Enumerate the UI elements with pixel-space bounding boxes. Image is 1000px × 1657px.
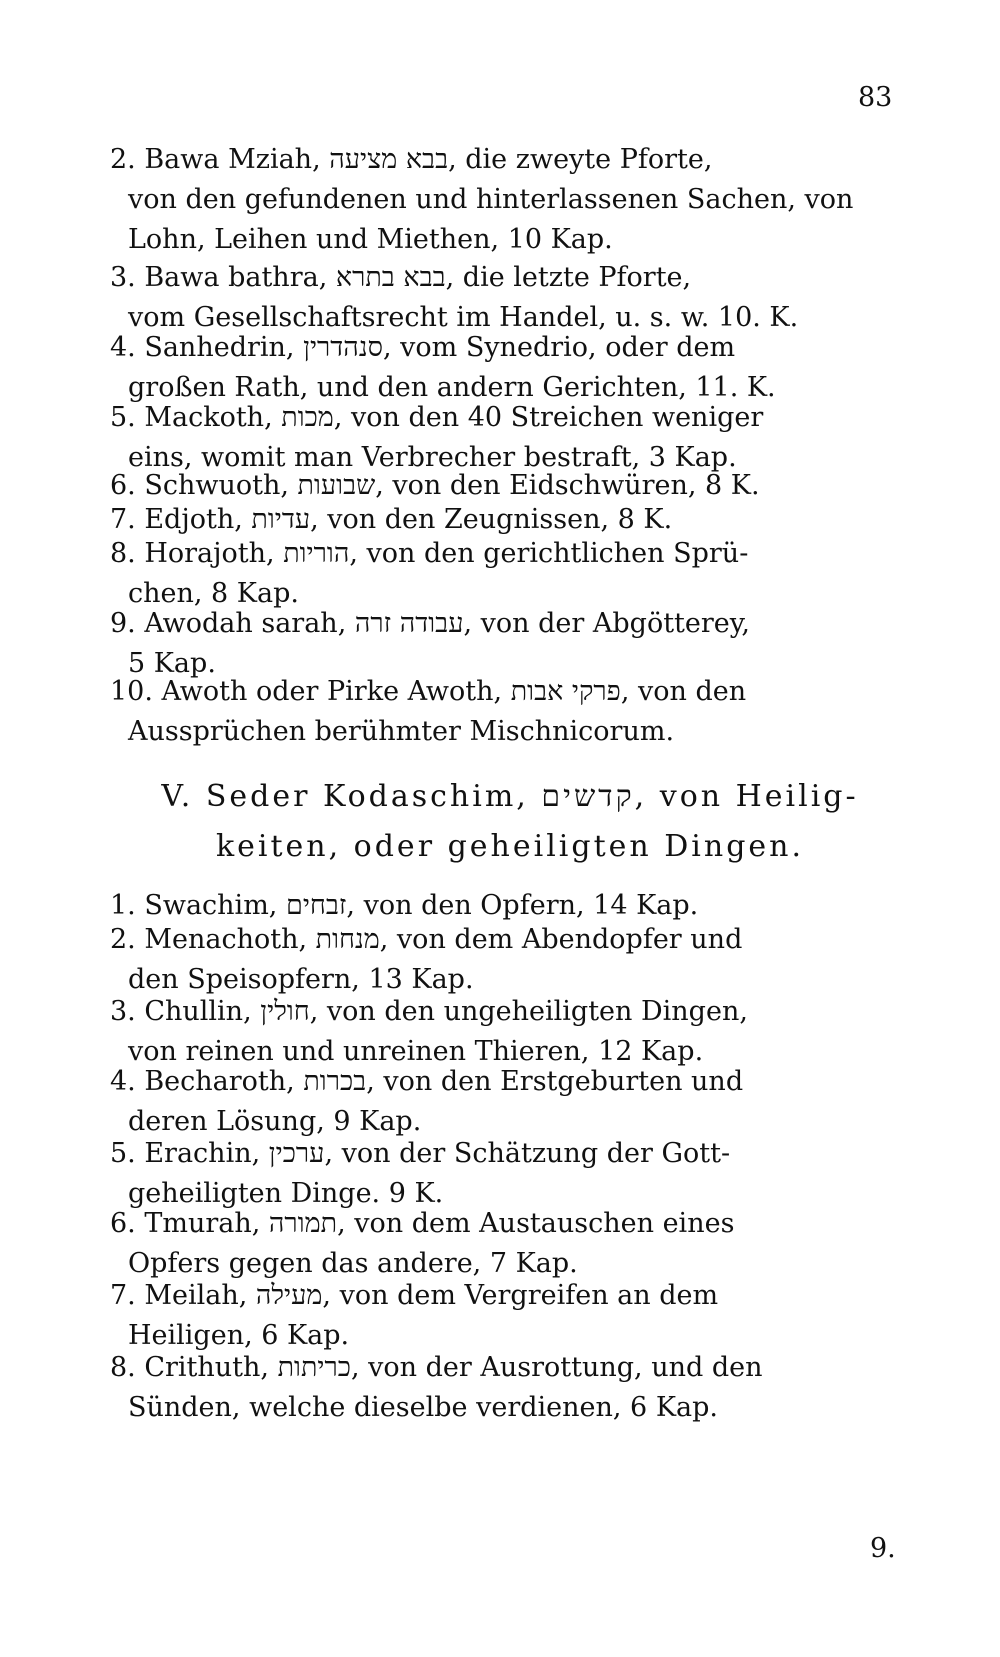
list-item — [110, 328, 908, 408]
list-item — [110, 1204, 908, 1284]
entry-line: 1. Swachim, זבחים, von den Opfern, 14 Kap. — [110, 890, 699, 921]
entry-line: 6. Schwuoth, שבועות, von den Eidschwüren, 8 K. — [110, 470, 760, 501]
entry-line: 7. Meilah, מעילה, von dem Vergreifen an dem — [110, 1280, 719, 1311]
entry-line: 7. Edjoth, עדיות, von den Zeugnissen, 8 K. — [110, 504, 673, 535]
list-item — [110, 1134, 908, 1214]
entry-line: den Speisopfern, 13 Kap. — [128, 964, 474, 995]
entry-line: 3. Bawa bathra, בבא בתרא, die letzte Pforte, — [110, 262, 692, 293]
entry-line: 9. Awodah sarah, עבודה זרה, von der Abgötterey, — [110, 608, 751, 639]
list-item — [110, 258, 908, 338]
entry-line: deren Lösung, 9 Kap. — [128, 1106, 422, 1137]
entry-line: 3. Chullin, חולין, von den ungeheiligten Dingen, — [110, 996, 748, 1027]
entry-line: 4. Sanhedrin, סנהדרין, vom Synedrio, oder dem — [110, 332, 736, 363]
entry-line: chen, 8 Kap. — [128, 578, 299, 609]
section-heading-line: V. Seder Kodaschim, קדשים, von Heilig- — [161, 779, 859, 814]
list-item — [110, 140, 908, 260]
entry-line: Sünden, welche dieselbe verdienen, 6 Kap. — [128, 1392, 718, 1423]
entry-line: 8. Horajoth, הוריות, von den gerichtlichen Sprü- — [110, 538, 749, 569]
page-number: 83 — [858, 82, 893, 113]
entry-line: von reinen und unreinen Thieren, 12 Kap. — [128, 1036, 704, 1067]
list-item — [110, 992, 908, 1072]
list-item — [110, 672, 908, 752]
list-item — [110, 534, 908, 614]
entry-line: 5 Kap. — [128, 648, 216, 679]
entry-line: 5. Mackoth, מכות, von den 40 Streichen weniger — [110, 402, 764, 433]
entry-line: von den gefundenen und hinterlassenen Sachen, von — [128, 184, 854, 215]
entry-line: vom Gesellschaftsrecht im Handel, u. s. w. 10. K. — [128, 302, 799, 333]
entry-line: Opfers gegen das andere, 7 Kap. — [128, 1248, 578, 1279]
entry-line: großen Rath, und den andern Gerichten, 11. K. — [128, 372, 776, 403]
entry-line: 10. Awoth oder Pirke Awoth, פרקי אבות, von den — [110, 676, 747, 707]
entry-line: eins, womit man Verbrecher bestraft, 3 Kap. — [128, 442, 737, 473]
list-item — [110, 920, 908, 1000]
entry-line: Aussprüchen berühmter Mischnicorum. — [128, 716, 675, 747]
entry-line: 5. Erachin, ערכין, von der Schätzung der Gott- — [110, 1138, 731, 1169]
entry-line: geheiligten Dinge. 9 K. — [128, 1178, 444, 1209]
catchword: 9. — [870, 1533, 896, 1564]
list-item — [110, 1276, 908, 1356]
entry-line: Heiligen, 6 Kap. — [128, 1320, 350, 1351]
entry-line: 8. Crithuth, כריתות, von der Ausrottung, und den — [110, 1352, 763, 1383]
section-heading-line: keiten, oder geheiligten Dingen. — [215, 829, 805, 864]
entry-line: 2. Bawa Mziah, בבא מציעה, die zweyte Pforte, — [110, 144, 713, 175]
list-item — [110, 1348, 908, 1428]
entry-line: 2. Menachoth, מנחות, von dem Abendopfer und — [110, 924, 743, 955]
entry-line: 6. Tmurah, תמורה, von dem Austauschen eines — [110, 1208, 735, 1239]
entry-line: Lohn, Leihen und Miethen, 10 Kap. — [128, 224, 613, 255]
section-heading — [110, 772, 910, 872]
list-item — [110, 1062, 908, 1142]
entry-line: 4. Becharoth, בכרות, von den Erstgeburten und — [110, 1066, 744, 1097]
